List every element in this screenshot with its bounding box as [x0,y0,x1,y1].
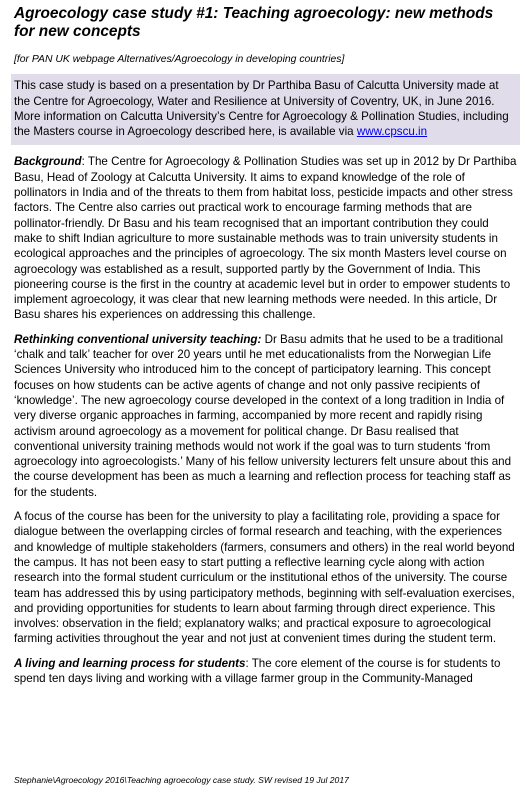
document-footer: Stephanie\Agroecology 2016\Teaching agroecology case study. SW revised 19 Jul 2017 [14,775,349,785]
section-focus [14,509,517,647]
title-prefix: Agroecology case study #1 [14,5,214,22]
section-rethinking-text: Dr Basu admits that he used to be a traditional ‘chalk and talk’ teacher for over 20 years until he met educationalists from the Norwegian Life Sciences University who introduced him to the concept of participatory learning. This concept focuses on how students can be active agents of change and not only passive recipients of ‘knowledge’. The new agroecology course developed in the context of a long tradition in India of very diverse organic approaches in farming, accompanied by more recent and rapidly rising activism around agroecology as a movement for political change. Dr Basu realised that conventional university training methods would not work if the goal was to turn students ‘from agroecology into agroecologists.’ Many of his fellow university lecturers felt unsure about this and the course development has been as much a learning and reflection process for teaching staff as for the students. [14,332,512,499]
section-living-learning-text: : The core element of the course is for students to spend ten days living and working with a village farmer group in the Community-Managed [14,656,501,685]
publication-note: [for PAN UK webpage Alternatives/Agroecology in developing countries] [14,54,345,65]
section-background [14,154,517,322]
document-title [14,5,517,41]
section-rethinking [14,332,517,500]
intro-box [11,74,520,145]
section-rethinking-lead: Rethinking conventional university teaching: [14,332,262,346]
section-living-learning-lead: A living and learning process for students [14,656,246,670]
cpscu-link[interactable]: www.cpscu.in [356,125,428,139]
section-focus-text: A focus of the course has been for the university to play a facilitating role, providing a space for dialogue between the overlapping circles of formal research and teaching, with the experiences and knowledge of multiple stakeholders (farmers, consumers and others) in the real world beyond the campus. It has not been easy to start putting a reflective learning cycle along with action research into the formal student curriculum or the institutional ethos of the university. The course team has addressed this by using participatory methods, beginning with self-evaluation exercises, and providing opportunities for students to learn about farming through direct experience. This involves: observation in the field; explanatory walks; and practical exposure to agroecological farming activities throughout the year and not just at convenient times during the student term. [14,510,515,646]
section-background-text: : The Centre for Agroecology & Pollination Studies was set up in 2012 by Dr Parthiba Basu, Head of Zoology at Calcutta University. It aims to expand knowledge of the role of pollinators in India and of the threats to them from habitat loss, pesticide impacts and other stress factors. The Centre also carries out practical work to encourage farming methods that are pollinator-friendly. Dr Basu and his team recognised that an important contribution they could make to shift Indian agriculture to more sustainable methods was to train university students in ecological approaches and the principles of agroecology. The six month Masters level course on agroecology was established as a result, supported partly by the Government of India. This pioneering course is the first in the country at academic level but in order to empower students to implement agroecology, it was clear that new learning methods were needed. In this article, Dr Basu shares his experiences on addressing this challenge. [14,155,517,322]
section-living-learning [14,656,517,687]
section-background-lead: Background [14,155,82,169]
title-main: : Teaching agroecology: new methods for new concepts [14,5,494,40]
intro-text: This case study is based on a presentation by Dr Parthiba Basu of Calcutta University made at the Centre for Agroecology, Water and Resilience at University of Coventry, UK, in June 2016. More information on Calcutta University’s Centre for Agroecology & Pollination Studies, including the Masters course in Agroecology described here, is available via [14,79,509,139]
